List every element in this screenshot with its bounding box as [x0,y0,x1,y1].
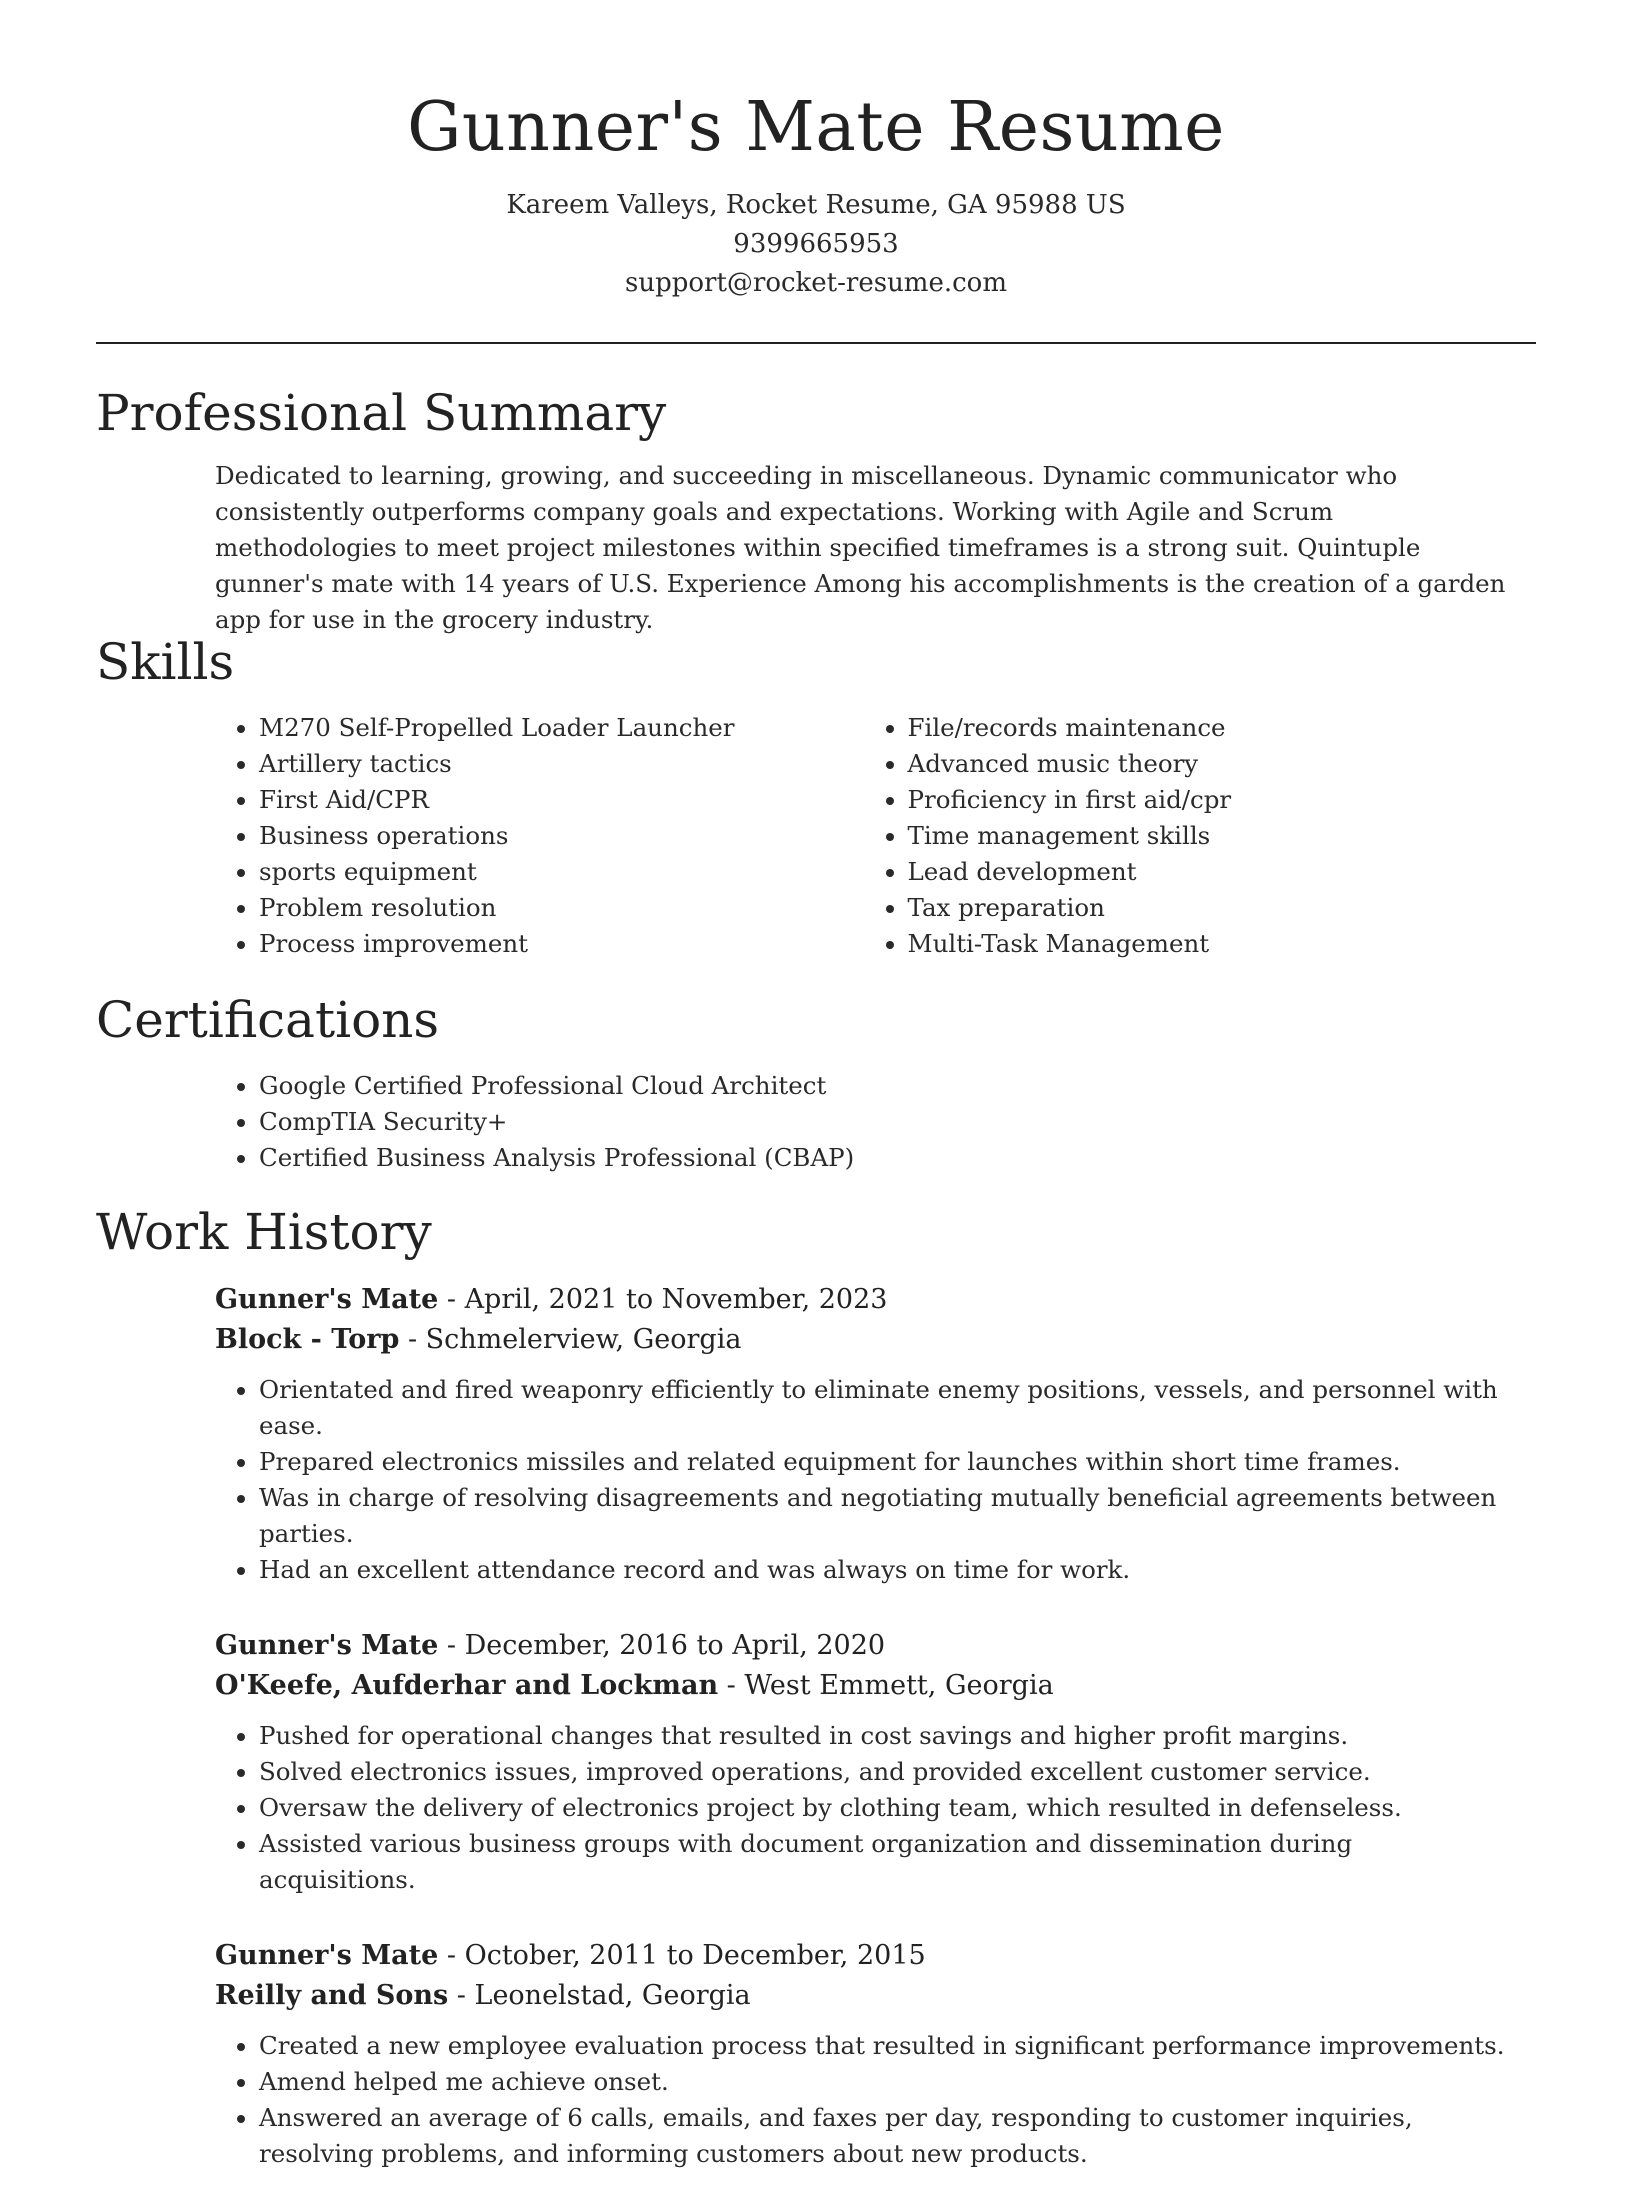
job-location: Schmelerview, Georgia [425,1324,742,1355]
job-entry [215,1626,1512,1898]
job-bullet: • Had an excellent attendance record and was always on time for work. [259,1552,1512,1588]
job-bullet: • Amend helped me achieve onset. [259,2064,1512,2100]
job-company-line [215,1666,1512,1706]
skill-item: • Artillery tactics [259,746,864,782]
job-company: Block - Torp [215,1324,400,1355]
certifications-list [215,1068,1512,1176]
job-location: West Emmett, Georgia [744,1670,1054,1701]
contact-block [0,186,1632,303]
skills-heading: Skills [96,633,235,691]
job-title-line [215,1280,1512,1320]
skills-section [215,710,1512,962]
skill-item: • Lead development [908,854,1513,890]
job-company-line [215,1976,1512,2016]
job-bullet: • Answered an average of 6 calls, emails, and faxes per day, responding to customer inquiries, resolving problems, and informing customers about new products. [259,2100,1512,2172]
resume-title: Gunner's Mate Resume [407,88,1225,167]
skills-list-right [864,710,1513,962]
job-bullet: • Orientated and fired weaponry efficiently to eliminate enemy positions, vessels, and personnel with ease. [259,1372,1512,1444]
job-separator: - [448,1980,475,2011]
contact-phone: 9399665953 [733,229,899,259]
job-dates: December, 2016 to April, 2020 [464,1630,886,1661]
skill-item: • Advanced music theory [908,746,1513,782]
contact-email: support@rocket-resume.com [624,268,1007,298]
job-role: Gunner's Mate [215,1940,439,1971]
job-company: O'Keefe, Aufderhar and Lockman [215,1670,719,1701]
skill-item: • Time management skills [908,818,1513,854]
job-company: Reilly and Sons [215,1980,449,2011]
job-role: Gunner's Mate [215,1284,439,1315]
skill-item: • sports equipment [259,854,864,890]
summary-text: Dedicated to learning, growing, and succeeding in miscellaneous. Dynamic communicator who consistently outperforms company goals and expectations. Working with Agile and Scrum methodologies to meet project milestones within specified timeframes is a strong suit. Quintuple gunner's mate with 14 years of U.S. Experience Among his accomplishments is the creation of a garden app for use in the grocery industry. [215,461,1506,634]
header-divider [96,342,1536,344]
certifications-section [215,1068,1512,1176]
job-location: Leonelstad, Georgia [474,1980,751,2011]
job-dates: October, 2011 to December, 2015 [464,1940,926,1971]
job-separator: - [399,1324,426,1355]
job-bullets [215,1372,1512,1588]
work-history-heading: Work History [96,1203,432,1261]
certification-item: • Google Certified Professional Cloud Architect [259,1068,1512,1104]
skill-item: • File/records maintenance [908,710,1513,746]
job-bullet: • Solved electronics issues, improved operations, and provided excellent customer service. [259,1754,1512,1790]
skill-item: • Business operations [259,818,864,854]
job-bullet: • Assisted various business groups with document organization and dissemination during acquisitions. [259,1826,1512,1898]
skill-item: • Multi-Task Management [908,926,1513,962]
summary-heading: Professional Summary [96,384,667,442]
job-company-line [215,1320,1512,1360]
skill-item: • Process improvement [259,926,864,962]
certification-item: • CompTIA Security+ [259,1104,1512,1140]
skill-item: • First Aid/CPR [259,782,864,818]
job-bullet: • Oversaw the delivery of electronics project by clothing team, which resulted in defenseless. [259,1790,1512,1826]
work-history-section [215,1280,1512,2210]
certification-item: • Certified Business Analysis Professional (CBAP) [259,1140,1512,1176]
job-bullets [215,2028,1512,2172]
job-role: Gunner's Mate [215,1630,439,1661]
job-bullets [215,1718,1512,1898]
summary-section [215,458,1512,638]
job-separator: - [438,1284,465,1315]
skills-list-left [215,710,864,962]
certifications-heading: Certifications [96,991,440,1049]
job-entry [215,1280,1512,1588]
contact-address: Kareem Valleys, Rocket Resume, GA 95988 US [506,190,1126,220]
job-separator: - [438,1940,465,1971]
job-title-line [215,1936,1512,1976]
skill-item: • M270 Self-Propelled Loader Launcher [259,710,864,746]
resume-header [0,0,1632,303]
job-bullet: • Created a new employee evaluation process that resulted in significant performance improvements. [259,2028,1512,2064]
job-bullet: • Prepared electronics missiles and related equipment for launches within short time frames. [259,1444,1512,1480]
job-entry [215,1936,1512,2172]
job-bullet: • Was in charge of resolving disagreements and negotiating mutually beneficial agreements between parties. [259,1480,1512,1552]
skill-item: • Proficiency in first aid/cpr [908,782,1513,818]
job-separator: - [718,1670,745,1701]
skill-item: • Tax preparation [908,890,1513,926]
job-bullet: • Pushed for operational changes that resulted in cost savings and higher profit margins. [259,1718,1512,1754]
job-separator: - [438,1630,465,1661]
skill-item: • Problem resolution [259,890,864,926]
job-title-line [215,1626,1512,1666]
job-dates: April, 2021 to November, 2023 [464,1284,888,1315]
